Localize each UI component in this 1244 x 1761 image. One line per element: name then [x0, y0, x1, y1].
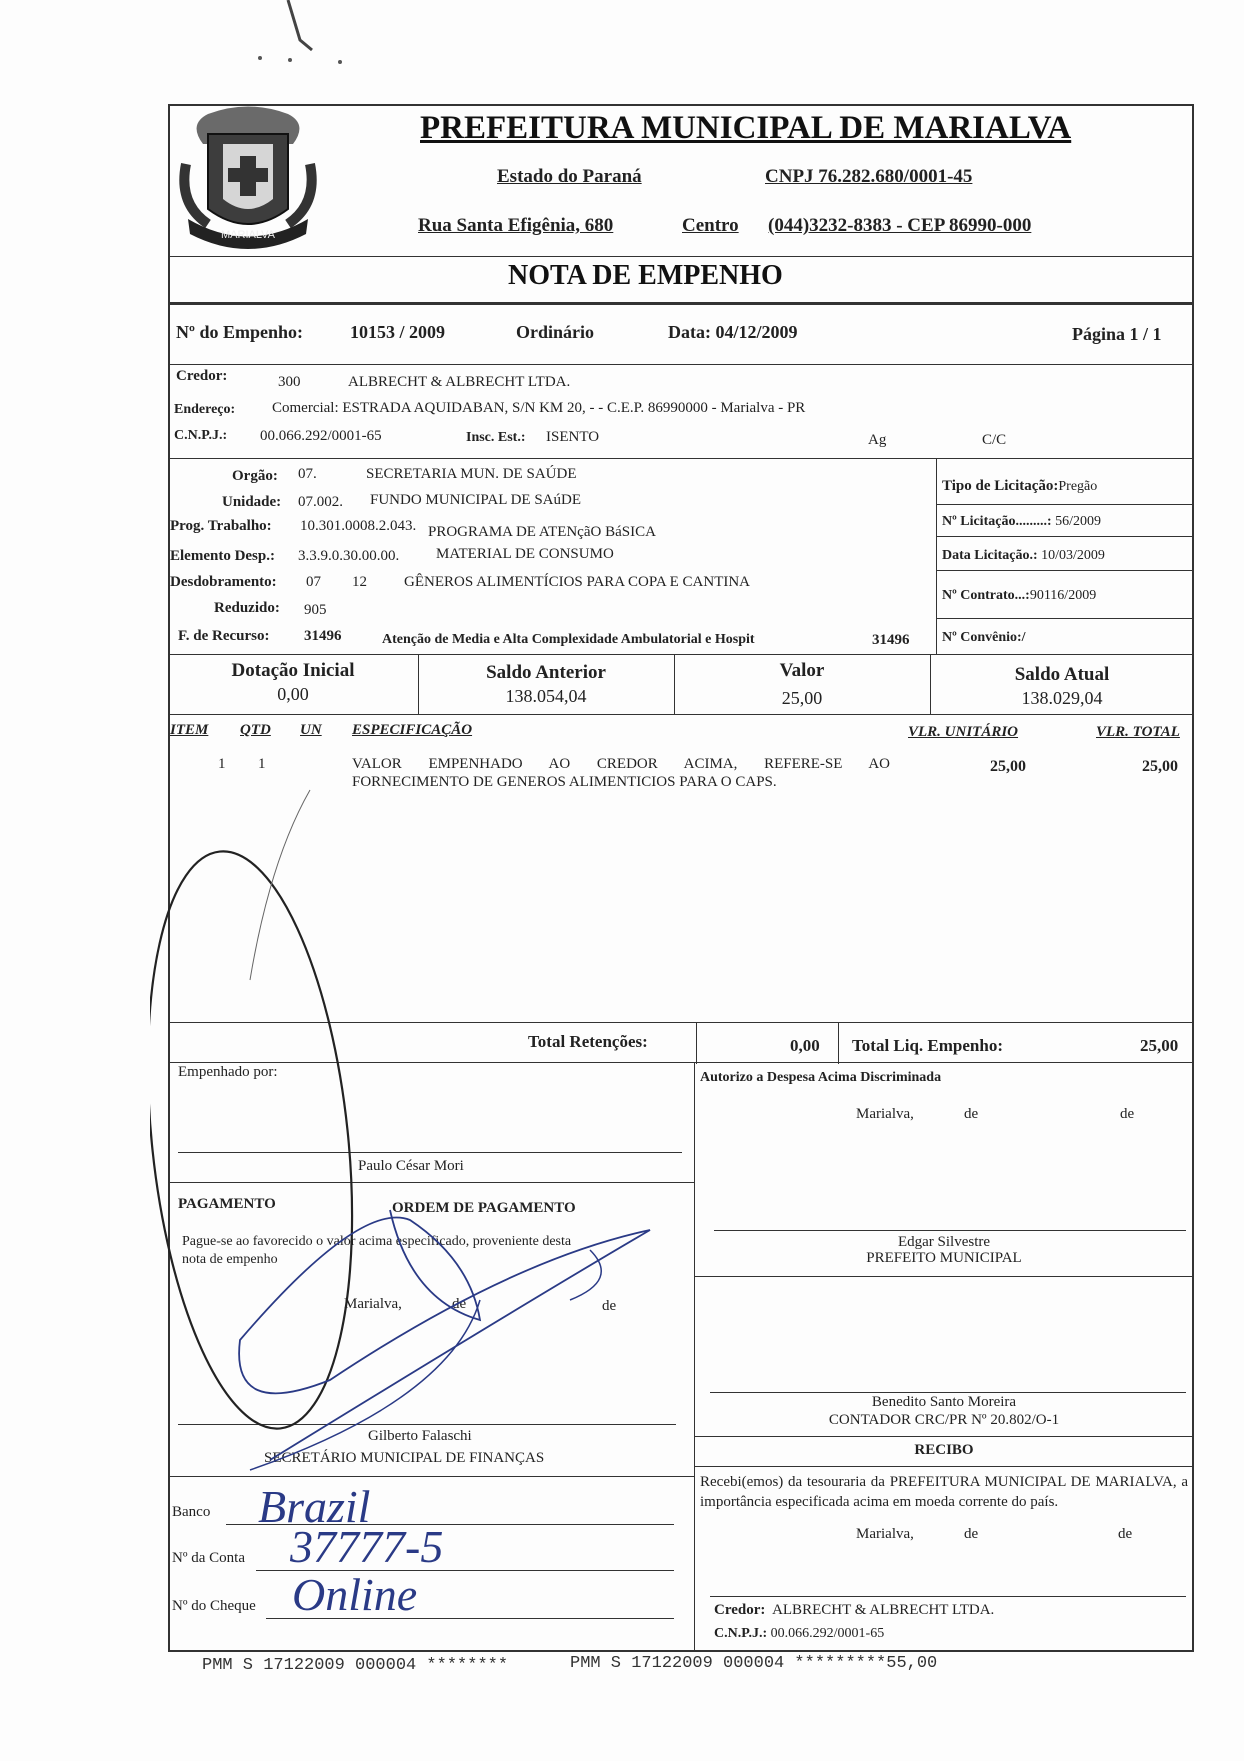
num-convenio: Nº Convênio:/	[942, 630, 1026, 645]
unidade-code: 07.002.	[298, 494, 343, 510]
city-crest-logo	[178, 104, 318, 254]
contador-name: Benedito Santo Moreira	[871, 1394, 1017, 1410]
valor-value: 25,00	[781, 688, 823, 708]
pagamento-label: PAGAMENTO	[178, 1196, 276, 1212]
elemento-label: Elemento Desp.:	[170, 548, 275, 564]
reduzido-label: Reduzido:	[214, 600, 280, 616]
pagamento-de-2: de	[602, 1298, 617, 1314]
cnpj-label: C.N.P.J.:	[174, 428, 228, 443]
recibo-label: RECIBO	[914, 1442, 974, 1458]
prog-label: Prog. Trabalho:	[170, 518, 272, 534]
recurso-code: 31496	[304, 628, 342, 644]
item-description-line-2: FORNECIMENTO DE GENEROS ALIMENTICIOS PARA O CAPS.	[352, 774, 777, 790]
address-label: Endereço:	[174, 402, 236, 417]
saldo-anterior-value: 138.054,04	[505, 686, 587, 706]
col-especificacao: ESPECIFICAÇÃO	[352, 722, 473, 738]
pagamento-city: Marialva,	[344, 1296, 402, 1312]
item-number: 1	[218, 756, 226, 772]
recibo-de-1: de	[964, 1526, 979, 1542]
orgao-name: SECRETARIA MUN. DE SAÚDE	[366, 466, 577, 482]
conta-handwritten: 37777-5	[290, 1521, 444, 1572]
elemento-code: 3.3.9.0.30.00.00.	[298, 548, 400, 564]
empenho-number: 10153 / 2009	[350, 322, 446, 342]
doc-title: NOTA DE EMPENHO	[508, 260, 783, 291]
autorizo-label: Autorizo a Despesa Acima Discriminada	[700, 1070, 942, 1085]
recurso-name: Atenção de Media e Alta Complexidade Ambulatorial e Hospit	[382, 632, 755, 647]
autorizo-city: Marialva,	[856, 1106, 914, 1122]
item-total-value: 25,00	[1142, 758, 1178, 775]
insc-label: Insc. Est.:	[466, 430, 526, 445]
total-liq-value: 25,00	[1140, 1036, 1179, 1055]
dotacao-value: 0,00	[277, 684, 309, 704]
empenhado-name: Paulo César Mori	[358, 1158, 464, 1174]
scan-mark	[240, 0, 360, 70]
secretario-name: Gilberto Falaschi	[368, 1428, 472, 1444]
recibo-text: Recebi(emos) da tesouraria da PREFEITURA MUNICIPAL DE MARIALVA, a importância especificada acima em moeda corrente do país.	[700, 1474, 1188, 1510]
dotacao-label: Dotação Inicial	[231, 660, 355, 681]
banco-label: Banco	[172, 1504, 211, 1520]
col-vlr-total: VLR. TOTAL	[1096, 724, 1180, 740]
page-number: Página 1 / 1	[1072, 324, 1162, 344]
desdobramento-code-1: 07	[306, 574, 321, 590]
header-cnpj: CNPJ 76.282.680/0001-45	[765, 166, 973, 187]
prefeito-title: PREFEITO MUNICIPAL	[866, 1250, 1022, 1266]
col-vlr-unitario: VLR. UNITÁRIO	[908, 724, 1019, 740]
empenho-date: Data: 04/12/2009	[668, 322, 798, 342]
credor-cnpj: 00.066.292/0001-65	[260, 428, 382, 444]
machine-stamp-2: PMM S 17122009 000004 *********55,00	[570, 1654, 938, 1673]
orgao-code: 07.	[298, 466, 317, 482]
signature-scribbles	[150, 780, 700, 1480]
col-qtd: QTD	[240, 722, 271, 738]
recibo-city: Marialva,	[856, 1526, 914, 1542]
prog-name: PROGRAMA DE ATENçãO BáSICA	[428, 524, 656, 540]
col-item: ITEM	[170, 722, 209, 738]
prog-code: 10.301.0008.2.043.	[300, 518, 417, 534]
item-description-line-1: VALOR EMPENHADO AO CREDOR ACIMA, REFERE-SE AO	[352, 756, 890, 772]
banco-handwritten: Brazil	[258, 1481, 371, 1532]
credor-code: 300	[278, 374, 301, 390]
pagamento-text-line-2: nota de empenho	[182, 1252, 278, 1267]
item-qtd: 1	[258, 756, 266, 772]
conta-label: Nº da Conta	[172, 1550, 245, 1566]
tipo-licitacao-label: Tipo de Licitação:Pregão	[942, 478, 1098, 494]
pagamento-text-line-1: Pague-se ao favorecido o valor acima especificado, proveniente desta	[182, 1234, 572, 1249]
credor-name: ALBRECHT & ALBRECHT LTDA.	[348, 374, 571, 390]
empenho-type: Ordinário	[516, 322, 595, 342]
cheque-label: Nº do Cheque	[172, 1598, 256, 1614]
item-unit-value: 25,00	[990, 758, 1026, 775]
num-contrato: Nº Contrato...:90116/2009	[942, 588, 1097, 603]
empenhado-label: Empenhado por:	[178, 1064, 278, 1080]
recibo-credor: Credor: ALBRECHT & ALBRECHT LTDA.	[714, 1602, 995, 1618]
secretario-title: SECRETÁRIO MUNICIPAL DE FINANÇAS	[264, 1450, 545, 1466]
autorizo-de-2: de	[1120, 1106, 1135, 1122]
credor-address: Comercial: ESTRADA AQUIDABAN, S/N KM 20, - - C.E.P. 86990000 - Marialva - PR	[272, 400, 806, 416]
autorizo-de-1: de	[964, 1106, 979, 1122]
recurso-label: F. de Recurso:	[178, 628, 270, 644]
saldo-atual-label: Saldo Atual	[1014, 664, 1110, 685]
orgao-label: Orgão:	[232, 468, 278, 484]
credor-label: Credor:	[176, 368, 228, 384]
pagamento-de-1: de	[452, 1296, 467, 1312]
header-state: Estado do Paraná	[497, 166, 642, 187]
elemento-name: MATERIAL DE CONSUMO	[436, 546, 614, 562]
header-district: Centro	[682, 215, 739, 236]
desdobramento-label: Desdobramento:	[170, 574, 277, 590]
header-title: PREFEITURA MUNICIPAL DE MARIALVA	[420, 110, 1072, 146]
total-retencoes-value: 0,00	[790, 1036, 820, 1055]
saldo-atual-value: 138.029,04	[1021, 688, 1103, 708]
total-liq-label: Total Liq. Empenho:	[852, 1036, 1003, 1055]
crest-banner-text: MARIALVA	[221, 229, 275, 241]
empenho-label: Nº do Empenho:	[176, 322, 303, 342]
machine-stamp-1: PMM S 17122009 000004 ********	[202, 1656, 509, 1675]
recibo-de-2: de	[1118, 1526, 1133, 1542]
header-phone-cep: (044)3232-8383 - CEP 86990-000	[768, 215, 1032, 236]
recurso-code-2: 31496	[872, 632, 910, 648]
unidade-name: FUNDO MUNICIPAL DE SAúDE	[370, 492, 581, 508]
reduzido-value: 905	[304, 602, 327, 618]
prefeito-name: Edgar Silvestre	[897, 1234, 991, 1250]
recibo-cnpj: C.N.P.J.: 00.066.292/0001-65	[714, 1626, 885, 1641]
cc-label: C/C	[982, 432, 1007, 448]
contador-title: CONTADOR CRC/PR Nº 20.802/O-1	[828, 1412, 1060, 1428]
data-licitacao: Data Licitação.: 10/03/2009	[942, 548, 1105, 563]
unidade-label: Unidade:	[222, 494, 282, 510]
insc-value: ISENTO	[546, 429, 600, 445]
num-licitacao: Nº Licitação.........: 56/2009	[942, 514, 1101, 529]
valor-label: Valor	[779, 660, 825, 681]
ordem-pagamento-label: ORDEM DE PAGAMENTO	[392, 1200, 576, 1216]
total-retencoes-label: Total Retenções:	[528, 1032, 648, 1051]
cheque-handwritten: Online	[292, 1569, 418, 1620]
col-un: UN	[300, 722, 322, 738]
desdobramento-name: GÊNEROS ALIMENTÍCIOS PARA COPA E CANTINA	[404, 574, 751, 590]
ag-label: Ag	[868, 432, 887, 448]
saldo-anterior-label: Saldo Anterior	[486, 662, 606, 683]
header-address: Rua Santa Efigênia, 680	[418, 215, 614, 236]
desdobramento-code-2: 12	[352, 574, 367, 590]
